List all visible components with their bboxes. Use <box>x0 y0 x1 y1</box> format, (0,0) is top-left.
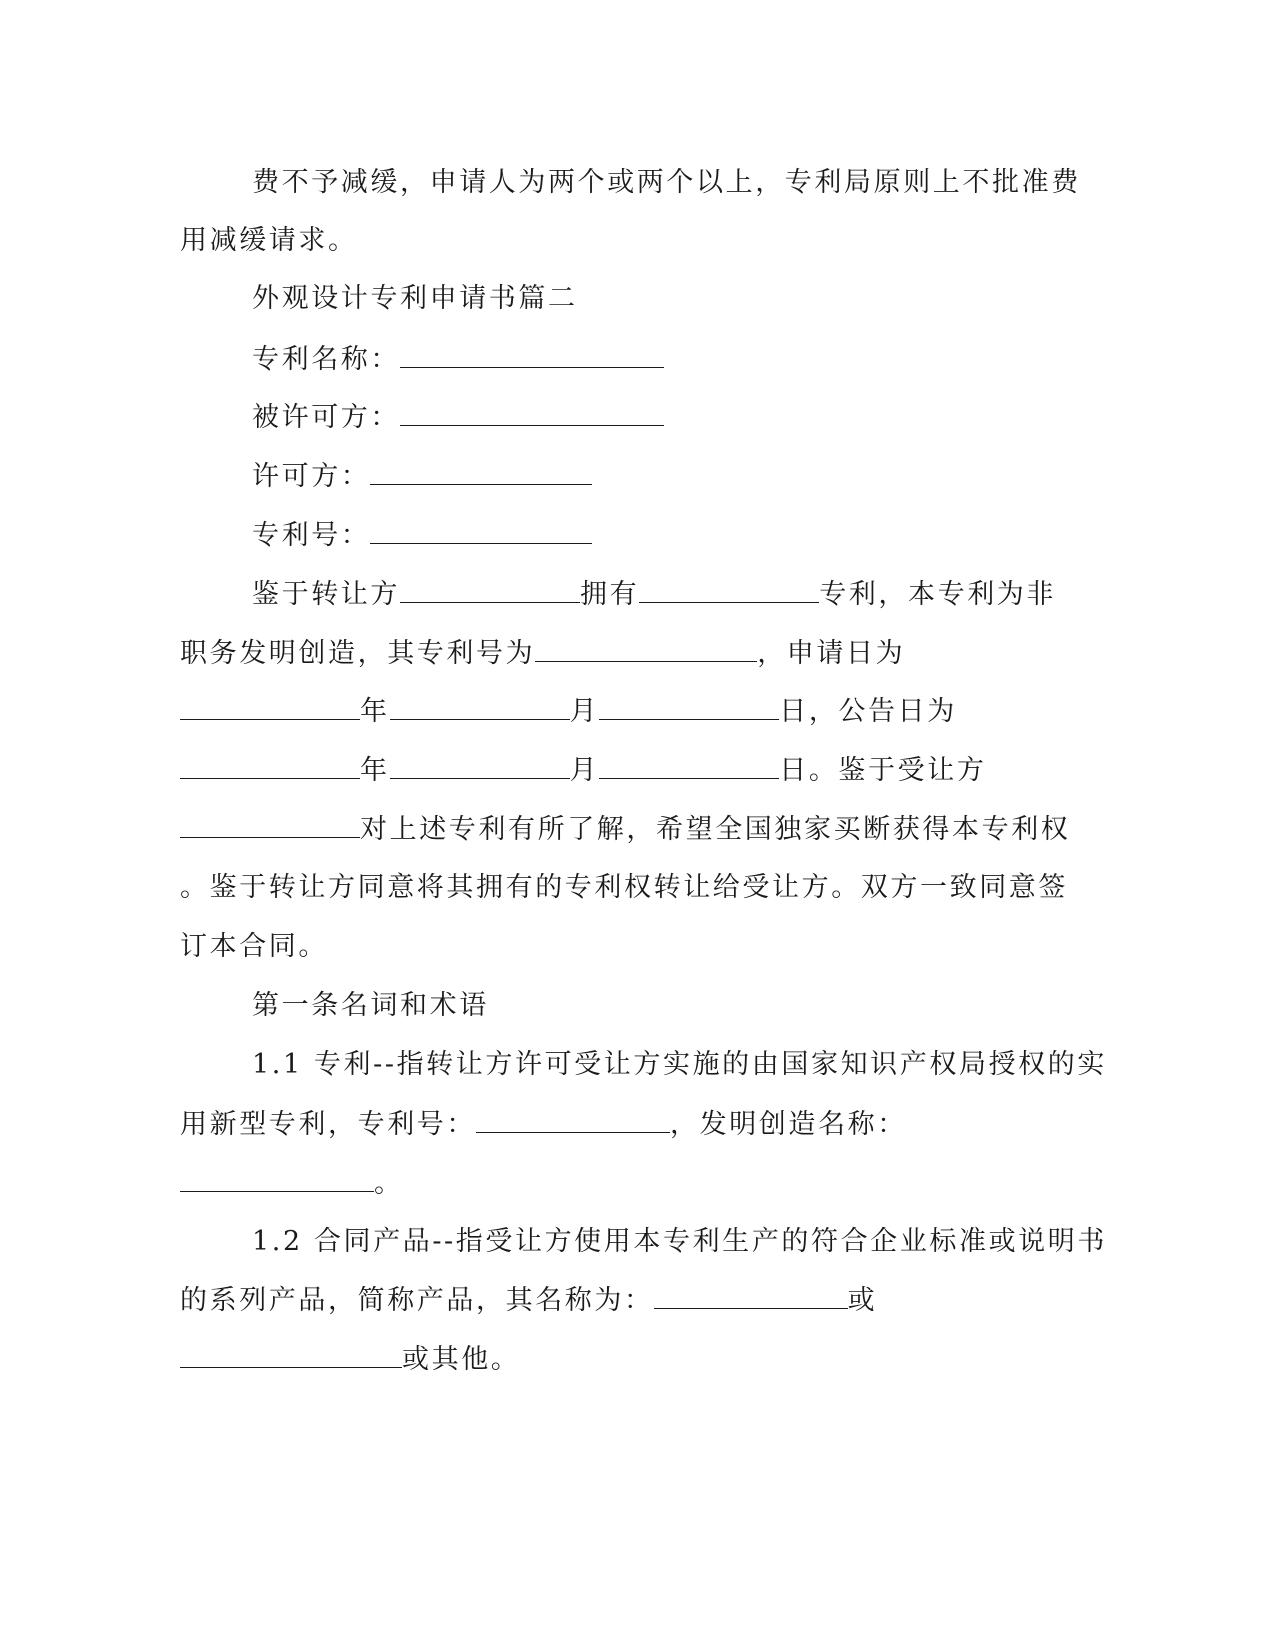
text: 或其他。 <box>402 1344 521 1375</box>
text: 职务发明创造，其专利号为 <box>180 638 536 669</box>
blank-line <box>180 753 360 779</box>
field-licensor <box>252 459 592 494</box>
article-heading: 第一条名词和术语 <box>252 990 489 1021</box>
text: 拥有 <box>580 579 640 610</box>
blank-line <box>599 694 779 720</box>
para-recital-line7: 订本合同。 <box>180 931 328 962</box>
field-licensee <box>252 400 664 435</box>
field-patent-no <box>252 518 592 553</box>
text: 月 <box>569 696 600 727</box>
text: ，发明创造名称： <box>670 1109 907 1140</box>
text: 年 <box>360 696 390 727</box>
blank-line <box>180 694 360 720</box>
para-recital-line3 <box>180 694 957 729</box>
text: 日，公告日为 <box>779 696 957 727</box>
blank-line <box>400 400 664 426</box>
blank-line <box>370 518 592 544</box>
field-label: 专利名称： <box>252 344 400 375</box>
blank-line <box>400 577 580 603</box>
blank-line <box>390 694 570 720</box>
blank-line <box>476 1107 670 1133</box>
blank-line <box>180 1166 374 1192</box>
blank-line <box>639 577 819 603</box>
text: 对上述专利有所了解，希望全国独家买断获得本专利权 <box>360 814 1071 845</box>
clause-1-2-line3 <box>180 1342 520 1377</box>
para-fee-line2: 用减缓请求。 <box>180 225 358 256</box>
clause-1-1-line2 <box>180 1107 907 1142</box>
text: 的系列产品，简称产品，其名称为： <box>180 1285 654 1316</box>
text: 月 <box>569 755 600 786</box>
blank-line <box>654 1283 848 1309</box>
blank-line <box>599 753 779 779</box>
blank-line <box>370 459 592 485</box>
blank-line <box>390 753 570 779</box>
field-patent-name <box>252 342 664 377</box>
text: 。 <box>374 1168 404 1199</box>
text: 年 <box>360 755 390 786</box>
para-recital-line5 <box>180 812 1070 847</box>
clause-1-1-line3 <box>180 1166 404 1201</box>
clause-1-2-line1: 1.2 合同产品--指受让方使用本专利生产的符合企业标准或说明书 <box>252 1226 1107 1257</box>
blank-line <box>180 1342 402 1368</box>
section-heading: 外观设计专利申请书篇二 <box>252 283 578 314</box>
para-recital-line4 <box>180 753 986 788</box>
para-recital-line1 <box>252 577 1056 612</box>
para-recital-line2 <box>180 636 905 671</box>
text: 专利，本专利为非 <box>819 579 1057 610</box>
para-recital-line6: 。鉴于转让方同意将其拥有的专利权转让给受让方。双方一致同意签 <box>180 872 1068 903</box>
text: 日。鉴于受让方 <box>779 755 987 786</box>
blank-line <box>180 812 360 838</box>
text: 鉴于转让方 <box>252 579 400 610</box>
clause-1-2-line2 <box>180 1283 877 1318</box>
text: 或 <box>847 1285 878 1316</box>
text: ，申请日为 <box>757 638 906 669</box>
field-label: 被许可方： <box>252 402 400 433</box>
blank-line <box>400 342 664 368</box>
field-label: 许可方： <box>252 461 371 492</box>
text: 用新型专利，专利号： <box>180 1109 476 1140</box>
clause-1-1-line1: 1.1 专利--指转让方许可受让方实施的由国家知识产权局授权的实 <box>252 1049 1107 1080</box>
field-label: 专利号： <box>252 520 371 551</box>
para-fee-line1: 费不予减缓，申请人为两个或两个以上，专利局原则上不批准费 <box>252 167 1081 198</box>
blank-line <box>535 636 757 662</box>
